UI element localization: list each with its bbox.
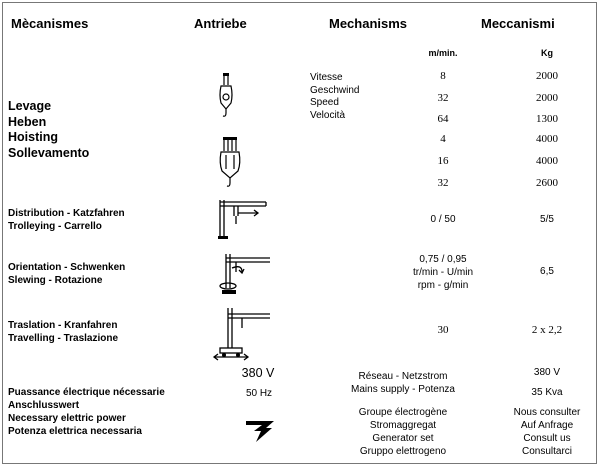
slewing-label-1: Orientation - Schwenken bbox=[8, 262, 126, 273]
speed-label-en: Speed bbox=[310, 97, 339, 108]
consult-line-1: Nous consulter bbox=[513, 407, 581, 418]
slewing-speed bbox=[413, 253, 473, 292]
slewing-crane-icon bbox=[218, 252, 272, 296]
hoisting-load-3: 1300 bbox=[536, 113, 558, 125]
generator-line-2: Stromaggregat bbox=[369, 420, 437, 431]
network-voltage: 380 V bbox=[533, 367, 561, 378]
hoisting-load-2: 2000 bbox=[536, 92, 558, 104]
consult-line-3: Consult us bbox=[523, 433, 571, 444]
trolleying-label-2: Trolleying - Carrello bbox=[8, 221, 102, 232]
generator-line-3: Generator set bbox=[372, 433, 434, 444]
generator-info bbox=[359, 406, 447, 458]
power-labels bbox=[8, 386, 165, 438]
unit-load: Kg bbox=[541, 48, 553, 58]
hoisting-load-1: 2000 bbox=[536, 70, 558, 82]
hoisting-label-fr: Levage bbox=[8, 99, 52, 113]
hoisting-label-it: Sollevamento bbox=[8, 145, 90, 160]
hoisting-speed-labels bbox=[310, 72, 359, 122]
trolley-jib-icon bbox=[216, 198, 268, 240]
hoist-4fall-icon bbox=[216, 137, 246, 189]
power-label-de: Anschlusswert bbox=[8, 400, 80, 411]
travelling-labels bbox=[8, 319, 118, 345]
hoisting-speed-4: 4 bbox=[440, 133, 446, 145]
header-meccanismi: Meccanismi bbox=[481, 16, 555, 31]
slewing-labels bbox=[8, 261, 125, 287]
hoisting-label-en: Hoisting bbox=[8, 130, 58, 144]
speed-label-it: Velocità bbox=[310, 109, 346, 121]
travelling-speed: 30 bbox=[437, 324, 449, 336]
hoist-2fall-icon bbox=[214, 73, 242, 119]
power-label-en: Necessary elettric power bbox=[8, 413, 126, 424]
consult-line-2: Auf Anfrage bbox=[520, 420, 574, 431]
header-mechanisms: Mechanisms bbox=[329, 16, 408, 31]
network-info bbox=[351, 370, 455, 396]
consult-info bbox=[514, 406, 581, 458]
speed-label-fr: Vitesse bbox=[310, 72, 343, 83]
header-mecanismes: Mècanismes bbox=[11, 16, 89, 31]
generator-line-1: Groupe électrogène bbox=[358, 407, 448, 418]
lightning-icon bbox=[244, 418, 278, 444]
power-voltage: 380 V bbox=[241, 366, 275, 380]
trolleying-load: 5/5 bbox=[540, 214, 554, 225]
network-power: 35 Kva bbox=[531, 387, 563, 398]
power-label-it: Potenza elettrica necessaria bbox=[8, 426, 142, 437]
unit-speed: m/min. bbox=[428, 48, 458, 58]
slewing-speed-line-2: tr/min - U/min bbox=[413, 267, 473, 278]
hoisting-label-de: Heben bbox=[8, 114, 47, 129]
travelling-crane-icon bbox=[212, 306, 272, 362]
generator-line-4: Gruppo elettrogeno bbox=[359, 446, 447, 457]
slewing-speed-line-1: 0,75 / 0,95 bbox=[419, 254, 467, 265]
slewing-label-2: Slewing - Rotazione bbox=[8, 275, 103, 286]
hoisting-labels bbox=[8, 99, 89, 161]
power-label-fr: Puassance électrique nécessarie bbox=[8, 387, 165, 398]
trolleying-speed: 0 / 50 bbox=[430, 214, 456, 225]
trolleying-labels bbox=[8, 207, 125, 233]
network-line-2: Mains supply - Potenza bbox=[351, 384, 455, 395]
hoisting-speed-1: 8 bbox=[440, 70, 446, 82]
hoisting-load-5: 4000 bbox=[536, 155, 558, 167]
travelling-label-2: Travelling - Traslazione bbox=[8, 333, 119, 344]
travelling-label-1: Traslation - Kranfahren bbox=[8, 320, 118, 331]
hoisting-load-6: 2600 bbox=[536, 177, 558, 189]
consult-line-4: Consultarci bbox=[521, 446, 573, 457]
trolleying-label-1: Distribution - Katzfahren bbox=[8, 208, 125, 219]
network-line-1: Réseau - Netzstrom bbox=[358, 371, 448, 382]
speed-label-de: Geschwind bbox=[310, 84, 360, 96]
hoisting-speed-6: 32 bbox=[437, 177, 449, 189]
slewing-load: 6,5 bbox=[540, 266, 554, 277]
slewing-speed-line-3: rpm - g/min bbox=[417, 280, 469, 291]
hoisting-speed-5: 16 bbox=[437, 155, 449, 167]
hoisting-load-4: 4000 bbox=[536, 133, 558, 145]
header-antriebe: Antriebe bbox=[194, 16, 247, 31]
power-frequency: 50 Hz bbox=[245, 388, 273, 399]
hoisting-speed-2: 32 bbox=[437, 92, 449, 104]
travelling-load: 2 x 2,2 bbox=[531, 324, 563, 336]
hoisting-speed-3: 64 bbox=[437, 113, 449, 125]
